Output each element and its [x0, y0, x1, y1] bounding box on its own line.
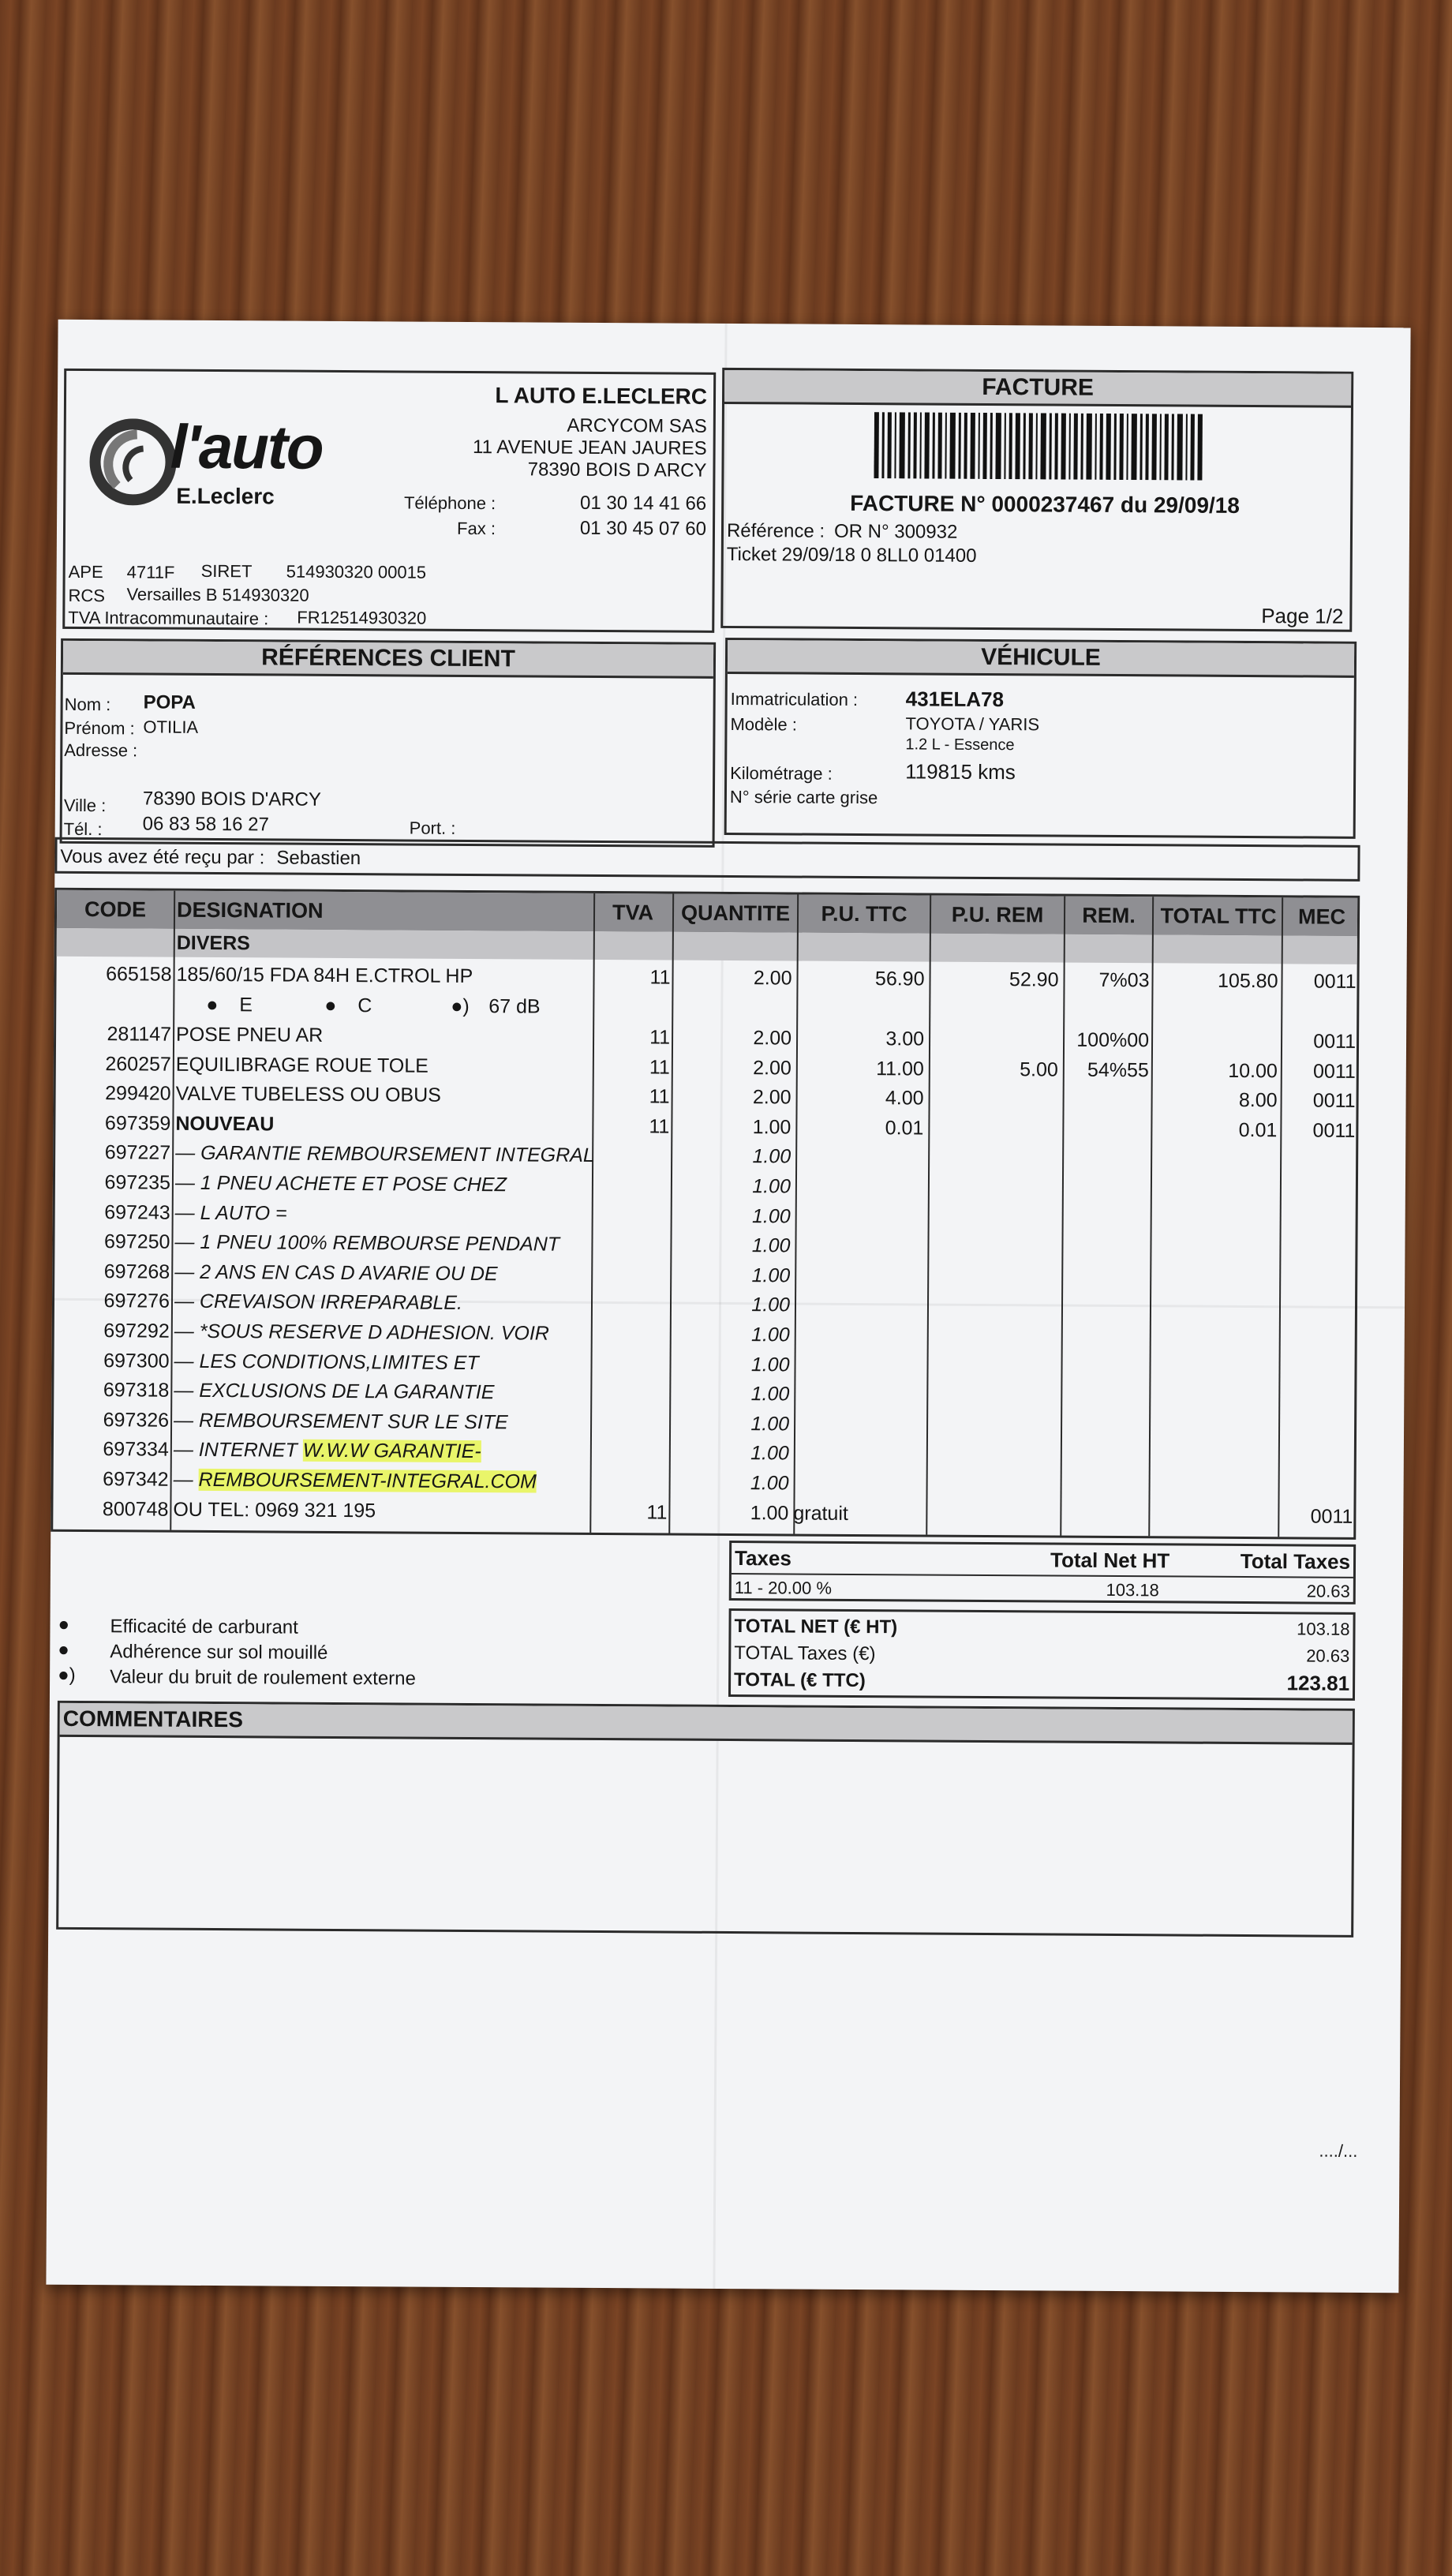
row-tva: 11: [649, 1115, 670, 1138]
row-pu-ttc: 11.00: [876, 1057, 924, 1080]
rcs-value: Versailles B 514930320: [126, 584, 309, 605]
tax-tax-value: 20.63: [1306, 1581, 1350, 1601]
row-code: 697276: [103, 1290, 170, 1313]
row-quantity: 1.00: [750, 1501, 789, 1525]
header-mec: MEC: [1297, 904, 1346, 929]
header-rem: REM.: [1082, 903, 1136, 928]
tyre-label-db: 67 dB: [488, 995, 541, 1018]
company-name: L AUTO E.LECLERC: [495, 383, 708, 409]
client-tel: 06 83 58 16 27: [142, 813, 269, 836]
row-mec: 0011: [1313, 970, 1357, 993]
row-pu-rem: 52.90: [1009, 968, 1059, 991]
row-tva: 11: [646, 1500, 668, 1524]
row-code: 697342: [103, 1468, 169, 1491]
ape-value: 4711F: [126, 562, 175, 582]
header-pu-ttc: P.U. TTC: [821, 901, 908, 927]
reference-value: OR N° 300932: [833, 520, 958, 543]
vehicle-motor: 1.2 L - Essence: [905, 736, 1015, 754]
row-total-ttc: 8.00: [1238, 1089, 1278, 1112]
row-quantity: 2.00: [753, 1056, 791, 1080]
immat-label: Immatriculation :: [730, 689, 859, 710]
port-label: Port. :: [409, 818, 456, 838]
client-box: [60, 638, 717, 848]
row-mec: 0011: [1312, 1119, 1356, 1142]
row-designation: — 2 ANS EN CAS D AVARIE OU DE: [174, 1260, 498, 1286]
row-designation: — CREVAISON IRREPARABLE.: [174, 1290, 463, 1315]
items-table: [51, 888, 1360, 1540]
header-tva: TVA: [612, 900, 654, 925]
row-code: 697359: [104, 1111, 171, 1135]
tyre-label-e: E: [239, 994, 253, 1017]
total-net-label: TOTAL NET (€ HT): [734, 1616, 898, 1638]
row-code: 697268: [103, 1260, 170, 1283]
row-quantity: 2.00: [753, 1027, 792, 1050]
row-code: 697243: [104, 1200, 170, 1224]
row-code: 697318: [103, 1379, 170, 1402]
reference-label: Référence :: [726, 519, 825, 542]
barcode-icon: [874, 412, 1206, 481]
tyre-legend: [58, 1614, 611, 1696]
row-quantity: 1.00: [752, 1175, 791, 1198]
phone-label: Téléphone :: [403, 492, 496, 514]
row-code: 800748: [102, 1497, 169, 1521]
reception-label: Vous avez été reçu par :: [60, 845, 265, 869]
noise-icon: ●): [451, 994, 470, 1017]
row-quantity: 1.00: [752, 1145, 791, 1168]
client-ville: 78390 BOIS D'ARCY: [142, 788, 322, 811]
invoice-paper: [46, 320, 1410, 2293]
row-code: 697250: [103, 1230, 170, 1253]
vehicle-box: [724, 638, 1357, 839]
row-quantity: 1.00: [751, 1294, 791, 1316]
company-phone: 01 30 14 41 66: [579, 492, 707, 515]
comments-box: [56, 1701, 1355, 1938]
row-quantity: 1.00: [751, 1264, 791, 1287]
row-rem: 7%03: [1098, 968, 1150, 992]
row-designation: — REMBOURSEMENT SUR LE SITE: [174, 1409, 508, 1434]
row-pu-rem: 5.00: [1020, 1058, 1058, 1081]
row-pu-ttc: 4.00: [885, 1087, 924, 1110]
invoice-title: FACTURE: [724, 370, 1351, 408]
tva-value: FR12514930320: [297, 607, 427, 628]
client-nom: POPA: [143, 691, 196, 713]
client-prenom: OTILIA: [143, 717, 199, 737]
row-designation: OU TEL: 0969 321 195: [173, 1498, 376, 1522]
taxes-header: Taxes: [734, 1546, 791, 1571]
invoice-box: [720, 368, 1353, 632]
row-tva: 11: [649, 1085, 670, 1108]
row-designation: — GARANTIE REMBOURSEMENT INTEGRAL: [175, 1142, 594, 1167]
header-total-ttc: TOTAL TTC: [1160, 904, 1277, 929]
vehicle-immat: 431ELA78: [905, 687, 1005, 712]
company-box: [62, 369, 716, 633]
tax-rate: 11 - 20.00 %: [734, 1578, 833, 1598]
row-total-ttc: 0.01: [1238, 1118, 1278, 1142]
row-designation: POSE PNEU AR: [176, 1023, 324, 1046]
rcs-label: RCS: [68, 585, 106, 606]
continued-mark: ..../...: [1319, 2140, 1358, 2161]
total-ttc-label: TOTAL (€ TTC): [734, 1669, 866, 1692]
total-taxes-value: 20.63: [1306, 1646, 1350, 1666]
legend-fuel-icon: ●: [58, 1613, 70, 1635]
logo-wordmark: l'auto: [170, 411, 323, 482]
row-code: 697326: [103, 1408, 170, 1432]
total-ttc-value: 123.81: [1286, 1671, 1350, 1695]
row-designation: — EXCLUSIONS DE LA GARANTIE: [174, 1379, 495, 1404]
logo-brand: E.Leclerc: [176, 483, 275, 509]
row-quantity: 1.00: [750, 1383, 790, 1406]
siret-value: 514930320 00015: [286, 561, 427, 582]
company-address: 11 AVENUE JEAN JAURES: [473, 436, 707, 459]
row-code: 299420: [105, 1082, 171, 1105]
header-pu-rem: P.U. REM: [951, 902, 1044, 927]
modele-label: Modèle :: [730, 714, 797, 735]
net-ht-header: Total Net HT: [1050, 1548, 1170, 1573]
row-total-ttc: 10.00: [1228, 1059, 1278, 1082]
row-designation: 185/60/15 FDA 84H E.CTROL HP: [176, 963, 473, 988]
page-number: Page 1/2: [1261, 604, 1344, 628]
comments-header-bar: [60, 1703, 1353, 1745]
ville-label: Ville :: [63, 795, 107, 816]
row-quantity: 1.00: [750, 1353, 790, 1376]
row-tva: 11: [649, 1026, 671, 1049]
row-pu-ttc: 56.90: [874, 968, 925, 990]
ape-label: APE: [68, 561, 103, 582]
row-designation: [174, 1439, 481, 1463]
prenom-label: Prénom :: [64, 717, 135, 739]
row-quantity: 1.00: [752, 1115, 791, 1139]
row-designation: — 1 PNEU 100% REMBOURSE PENDANT: [174, 1230, 560, 1256]
legend-fuel: Efficacité de carburant: [110, 1616, 298, 1638]
tva-label: TVA Intracommunautaire :: [68, 607, 269, 629]
company-legal: ARCYCOM SAS: [567, 414, 707, 437]
row-total-ttc: 105.80: [1217, 969, 1278, 993]
row-designation: EQUILIBRAGE ROUE TOLE: [175, 1053, 428, 1077]
row-tva: 11: [649, 966, 671, 989]
row-designation: — L AUTO =: [174, 1201, 287, 1225]
row-designation-part: —: [173, 1468, 199, 1491]
row-designation: NOUVEAU: [175, 1112, 275, 1136]
km-label: Kilométrage :: [730, 763, 833, 784]
header-quantite: QUANTITE: [680, 900, 791, 926]
totals-box: [728, 1608, 1356, 1701]
row-code: 697300: [103, 1349, 170, 1372]
comments-title: COMMENTAIRES: [62, 1705, 244, 1732]
header-code: CODE: [84, 897, 147, 922]
row-mec: 0011: [1312, 1060, 1356, 1083]
fuel-efficiency-icon: ●: [206, 993, 219, 1017]
legend-wet-icon: ●: [58, 1638, 69, 1661]
row-code: 697292: [103, 1320, 170, 1342]
row-quantity: 1.00: [751, 1204, 791, 1228]
total-taxes-label: TOTAL Taxes (€): [734, 1642, 876, 1665]
legend-noise: Valeur du bruit de roulement externe: [110, 1666, 416, 1690]
row-quantity: 1.00: [750, 1412, 790, 1436]
row-tva: 11: [649, 1055, 670, 1079]
row-mec: 0011: [1313, 1030, 1357, 1053]
fax-label: Fax :: [457, 518, 496, 539]
tax-net-value: 103.18: [1106, 1579, 1159, 1601]
row-quantity: 1.00: [750, 1442, 789, 1465]
tel-label: Tél. :: [63, 818, 103, 840]
row-code: 260257: [105, 1052, 171, 1076]
legend-noise-icon: ●): [58, 1664, 76, 1686]
invoice-number: FACTURE N° 0000237467 du 29/09/18: [850, 490, 1240, 518]
row-code: 281147: [107, 1023, 172, 1046]
row-mec: 0011: [1310, 1505, 1353, 1528]
header-designation: DESIGNATION: [176, 897, 324, 923]
ticket-line: Ticket 29/09/18 0 8LL0 01400: [726, 543, 977, 567]
row-designation-part: — INTERNET: [173, 1439, 303, 1462]
row-mec: 0011: [1312, 1089, 1356, 1113]
row-quantity: 1.00: [750, 1472, 789, 1495]
row-quantity: 2.00: [753, 967, 792, 990]
row-quantity: 1.00: [751, 1234, 791, 1257]
siret-label: SIRET: [200, 560, 253, 582]
client-title: RÉFÉRENCES CLIENT: [63, 641, 713, 679]
row-designation: VALVE TUBELESS OU OBUS: [175, 1082, 441, 1106]
reception-box: [54, 837, 1360, 882]
section-divers: DIVERS: [176, 931, 250, 955]
total-taxes-header: Total Taxes: [1240, 1548, 1351, 1574]
company-fax: 01 30 45 07 60: [579, 517, 707, 540]
row-code: 665158: [106, 963, 172, 986]
leclerc-swirl-icon: [89, 418, 177, 506]
row-code: 697334: [103, 1438, 169, 1462]
wet-grip-icon: ●: [324, 994, 337, 1017]
taxes-box: [729, 1541, 1356, 1604]
nom-label: Nom :: [64, 694, 111, 715]
total-net-value: 103.18: [1297, 1619, 1350, 1639]
row-designation-highlight: W.W.W GARANTIE-: [302, 1440, 481, 1463]
row-quantity: 2.00: [752, 1086, 791, 1109]
row-designation: — *SOUS RESERVE D ADHESION. VOIR: [174, 1320, 549, 1345]
vehicle-km: 119815 kms: [905, 759, 1016, 784]
row-designation: [174, 1469, 537, 1494]
row-quantity-note: gratuit: [793, 1502, 848, 1525]
row-designation: — LES CONDITIONS,LIMITES ET: [174, 1350, 479, 1374]
row-designation: — 1 PNEU ACHETE ET POSE CHEZ: [174, 1171, 507, 1196]
vehicle-title: VÉHICULE: [728, 640, 1354, 678]
adresse-label: Adresse :: [64, 739, 138, 761]
lauto-logo: [89, 410, 350, 522]
legend-wet: Adhérence sur sol mouillé: [110, 1641, 328, 1664]
row-pu-ttc: 3.00: [885, 1028, 925, 1050]
row-quantity: 1.00: [751, 1324, 790, 1346]
vehicle-modele: TOYOTA / YARIS: [905, 713, 1040, 735]
tyre-label-c: C: [357, 994, 372, 1017]
row-rem: 100%00: [1076, 1028, 1150, 1052]
reception-name: Sebastien: [276, 847, 361, 870]
row-pu-ttc: 0.01: [885, 1117, 924, 1140]
row-code: 697235: [104, 1171, 171, 1194]
row-rem: 54%55: [1087, 1058, 1149, 1081]
row-designation-highlight: REMBOURSEMENT-INTEGRAL.COM: [198, 1468, 537, 1493]
company-city: 78390 BOIS D ARCY: [527, 459, 707, 481]
row-code: 697227: [104, 1141, 171, 1165]
carte-grise-label: N° série carte grise: [729, 787, 878, 808]
